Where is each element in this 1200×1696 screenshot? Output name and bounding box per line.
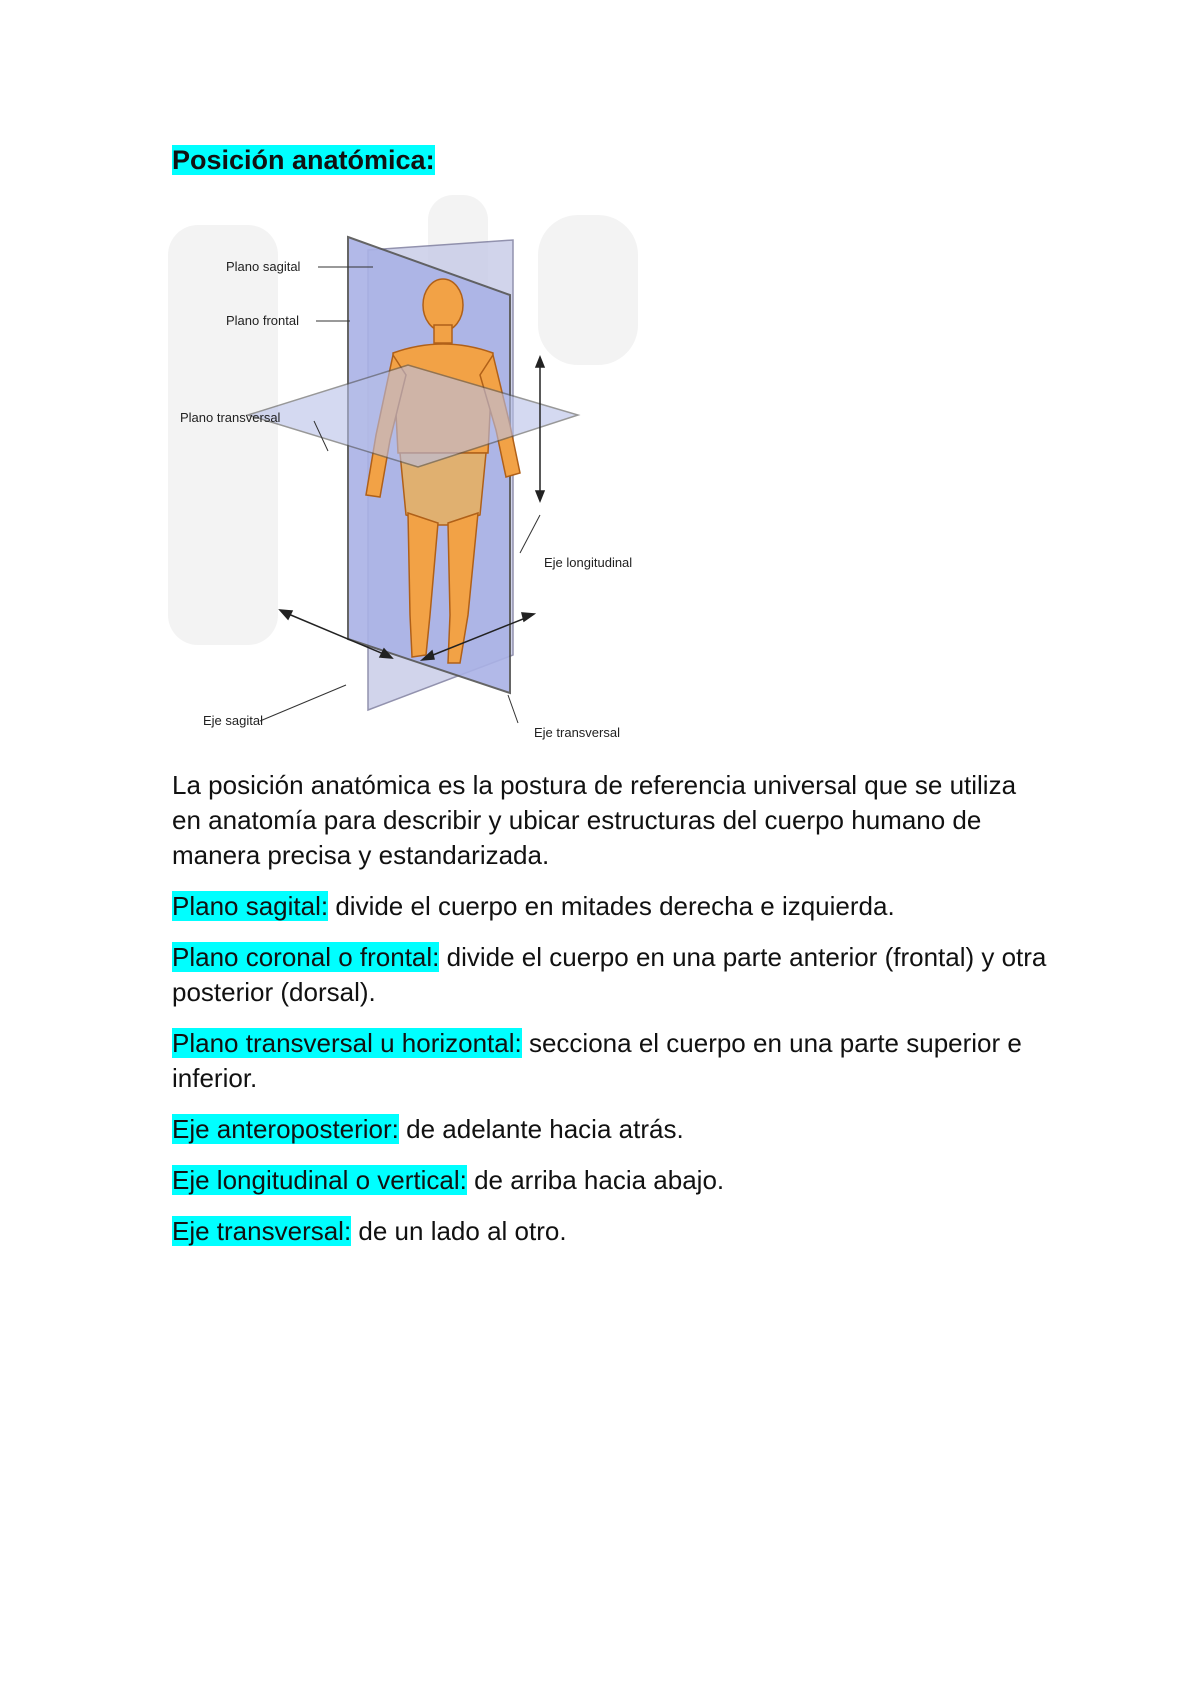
transverse-plane: [248, 365, 578, 467]
definition-eje-longitudinal: [172, 1163, 1052, 1198]
label-plano-sagital: Plano sagital: [226, 259, 301, 274]
definition-text: secciona el cuerpo en una parte superior e inferior.: [172, 1028, 1022, 1093]
definition-text: divide el cuerpo en mitades derecha e izquierda.: [328, 891, 895, 921]
page-title-text: Posición anatómica:: [172, 145, 435, 175]
definition-text: divide el cuerpo en una parte anterior (frontal) y otra posterior (dorsal).: [172, 942, 1047, 1007]
term: Eje anteroposterior:: [172, 1114, 399, 1144]
definition-text: de un lado al otro.: [351, 1216, 567, 1246]
definition-eje-transversal: [172, 1214, 1052, 1249]
anatomical-planes-figure: [168, 195, 668, 755]
definition-plano-sagital: [172, 889, 1052, 924]
label-eje-sagital: Eje sagital: [203, 713, 263, 728]
definition-plano-coronal: [172, 940, 1052, 1010]
content-body: [172, 768, 1052, 1265]
definition-text: de adelante hacia atrás.: [398, 1114, 684, 1144]
term: Eje longitudinal o vertical:: [172, 1165, 467, 1195]
term: Plano transversal u horizontal:: [172, 1028, 522, 1058]
term: Plano coronal o frontal:: [172, 942, 440, 972]
term: Plano sagital:: [172, 891, 329, 921]
label-plano-frontal: Plano frontal: [226, 313, 299, 328]
label-eje-longitudinal: Eje longitudinal: [544, 555, 633, 570]
label-eje-transversal: Eje transversal: [534, 725, 620, 740]
definition-text: de arriba hacia abajo.: [466, 1165, 725, 1195]
intro-paragraph: La posición anatómica es la postura de referencia universal que se utiliza en anatomía para describir y ubicar estructuras del cuerpo humano de manera precisa y estandarizada.: [172, 770, 1017, 870]
term: Eje transversal:: [172, 1216, 352, 1246]
page-title: [172, 143, 435, 177]
definition-eje-anteroposterior: [172, 1112, 1052, 1147]
label-plano-transversal: Plano transversal: [180, 410, 281, 425]
definition-plano-transversal: [172, 1026, 1052, 1096]
